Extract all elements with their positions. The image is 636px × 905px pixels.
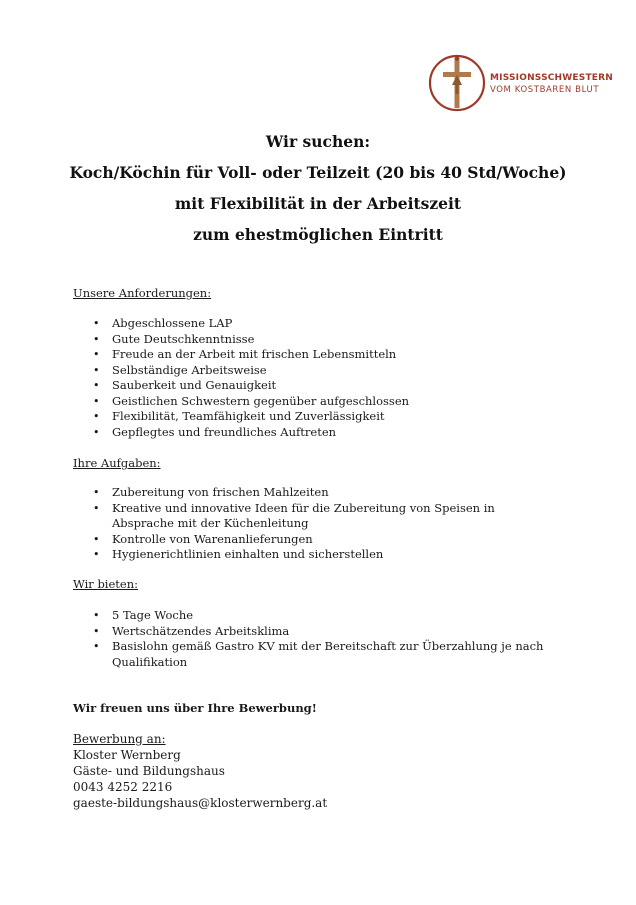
closing-statement: Wir freuen uns über Ihre Bewerbung!	[73, 701, 317, 715]
offers-title: Wir bieten:	[73, 577, 139, 591]
logo-subtitle: VOM KOSTBAREN BLUT	[490, 85, 600, 95]
list-item: • 5 Tage Woche	[93, 608, 194, 622]
headline-start-date: zum ehestmöglichen Eintritt	[193, 225, 443, 244]
headline-flexibility: mit Flexibilität in der Arbeitszeit	[174, 194, 462, 213]
headline-we-seek: Wir suchen:	[265, 132, 371, 151]
list-item: • Selbständige Arbeitsweise	[93, 362, 267, 377]
requirements-title: Unsere Anforderungen:	[73, 286, 212, 300]
list-item: • Abgeschlossene LAP	[93, 316, 233, 330]
contact-block	[73, 731, 327, 811]
list-item: • Kontrolle von Warenanlieferungen	[93, 531, 313, 546]
list-item: • Gute Deutschkenntnisse	[93, 331, 255, 346]
list-item: • Zubereitung von frischen Mahlzeiten	[93, 485, 329, 499]
cross-in-circle-icon	[428, 54, 486, 112]
list-item: • Flexibilität, Teamfähigkeit und Zuverlässigkeit	[93, 409, 385, 423]
contact-email: gaeste-bildungshaus@klosterwernberg.at	[73, 796, 328, 810]
list-item: • Sauberkeit und Genauigkeit	[93, 378, 277, 392]
list-item: • Freude an der Arbeit mit frischen Lebensmitteln	[93, 347, 397, 361]
list-item: • Basislohn gemäß Gastro KV mit der Bereitschaft zur Überzahlung je nach Qualifikation	[93, 639, 544, 669]
list-item: • Wertschätzendes Arbeitsklima	[93, 623, 290, 638]
headline-position: Koch/Köchin für Voll- oder Teilzeit (20 bis 40 Std/Woche)	[69, 163, 567, 182]
tasks-title: Ihre Aufgaben:	[73, 456, 161, 470]
list-item: • Geistlichen Schwestern gegenüber aufgeschlossen	[93, 393, 410, 408]
requirements-list	[0, 316, 552, 440]
list-item: • Gepflegtes und freundliches Auftreten	[93, 424, 337, 439]
list-item: • Kreative und innovative Ideen für die Zubereitung von Speisen in Absprache mit der Küchenleitung	[93, 500, 495, 530]
contact-phone: 0043 4252 2216	[73, 780, 173, 794]
organization-logo	[428, 54, 613, 116]
contact-house: Gäste- und Bildungshaus	[73, 764, 225, 778]
logo-title: MISSIONSSCHWESTERN	[490, 73, 613, 83]
list-item: • Hygienerichtlinien einhalten und sicherstellen	[93, 547, 384, 561]
contact-title: Bewerbung an:	[73, 732, 166, 746]
contact-name: Kloster Wernberg	[73, 748, 181, 762]
tasks-list	[0, 485, 552, 563]
offers-list	[0, 608, 552, 670]
